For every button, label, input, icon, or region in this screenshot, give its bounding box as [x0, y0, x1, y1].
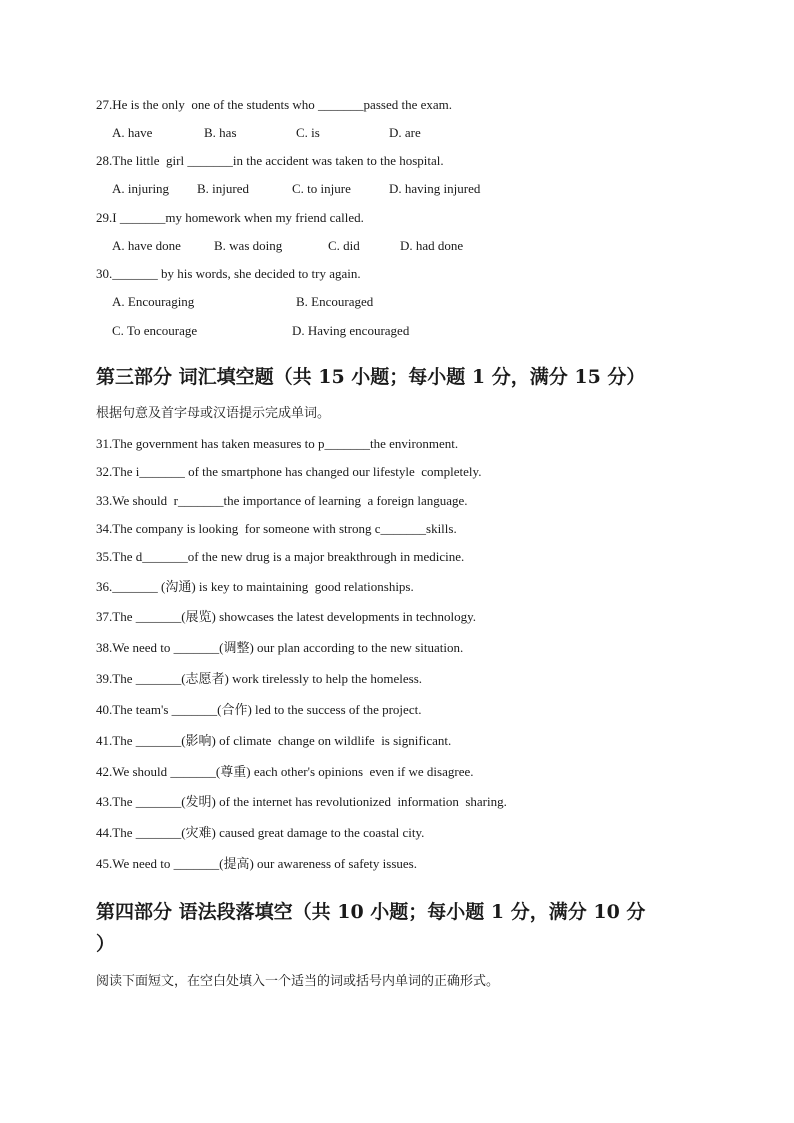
question-28-stem: 28.The little girl _______in the accident was taken to the hospital. [96, 153, 444, 168]
question-28-option-d: D. having injured [389, 181, 481, 196]
question-29-option-b: B. was doing [214, 238, 283, 253]
question-27-option-d: D. are [389, 125, 421, 140]
vocab-item-41: 41.The _______(影响) of climate change on wildlife is significant. [96, 733, 452, 748]
question-30-option-a: A. Encouraging [112, 294, 195, 309]
vocab-item-44: 44.The _______(灾难) caused great damage to the coastal city. [96, 825, 425, 840]
question-30-option-b: B. Encouraged [296, 294, 374, 309]
vocab-item-32: 32.The i_______ of the smartphone has changed our lifestyle completely. [96, 464, 482, 479]
question-27-stem: 27.He is the only one of the students who _______passed the exam. [96, 97, 452, 112]
question-29-stem: 29.I _______my homework when my friend called. [96, 210, 364, 225]
question-28-option-a: A. injuring [112, 181, 170, 196]
section-4-instruction: 阅读下面短文，在空白处填入一个适当的词或括号内单词的正确形式。 [96, 974, 500, 989]
question-29-option-c: C. did [328, 238, 360, 253]
section-4-heading-continued: ） [96, 933, 116, 955]
vocab-item-34: 34.The company is looking for someone with strong c_______skills. [96, 521, 457, 536]
vocab-item-33: 33.We should r_______the importance of learning a foreign language. [96, 493, 468, 508]
question-30-option-d: D. Having encouraged [292, 323, 410, 338]
vocab-item-38: 38.We need to _______(调整) our plan according to the new situation. [96, 640, 464, 655]
vocab-item-39: 39.The _______(志愿者) work tirelessly to help the homeless. [96, 671, 423, 686]
question-29-option-d: D. had done [400, 238, 464, 253]
vocab-item-42: 42.We should _______(尊重) each other's opinions even if we disagree. [96, 764, 474, 779]
vocab-item-35: 35.The d_______of the new drug is a major breakthrough in medicine. [96, 549, 465, 564]
vocab-item-45: 45.We need to _______(提高) our awareness of safety issues. [96, 856, 417, 871]
vocab-item-37: 37.The _______(展览) showcases the latest developments in technology. [96, 609, 477, 624]
question-27-option-a: A. have [112, 125, 153, 140]
question-28-option-b: B. injured [197, 181, 249, 196]
question-28-option-c: C. to injure [292, 181, 351, 196]
vocab-item-40: 40.The team's _______(合作) led to the success of the project. [96, 702, 422, 717]
vocab-item-36: 36._______ (沟通) is key to maintaining good relationships. [96, 579, 414, 594]
section-3-instruction: 根据句意及首字母或汉语提示完成单词。 [96, 406, 331, 421]
section-3-heading: 第三部分 词汇填空题（共 15 小题；每小题 1 分，满分 15 分） [96, 366, 646, 388]
vocab-item-43: 43.The _______(发明) of the internet has revolutionized information sharing. [96, 794, 507, 809]
section-4-heading: 第四部分 语法段落填空（共 10 小题；每小题 1 分，满分 10 分 [96, 901, 646, 923]
question-30-stem: 30._______ by his words, she decided to try again. [96, 266, 361, 281]
vocab-item-31: 31.The government has taken measures to p_______the environment. [96, 436, 459, 451]
question-27-option-c: C. is [296, 125, 320, 140]
question-27-option-b: B. has [204, 125, 237, 140]
question-29-option-a: A. have done [112, 238, 181, 253]
question-30-option-c: C. To encourage [112, 323, 198, 338]
